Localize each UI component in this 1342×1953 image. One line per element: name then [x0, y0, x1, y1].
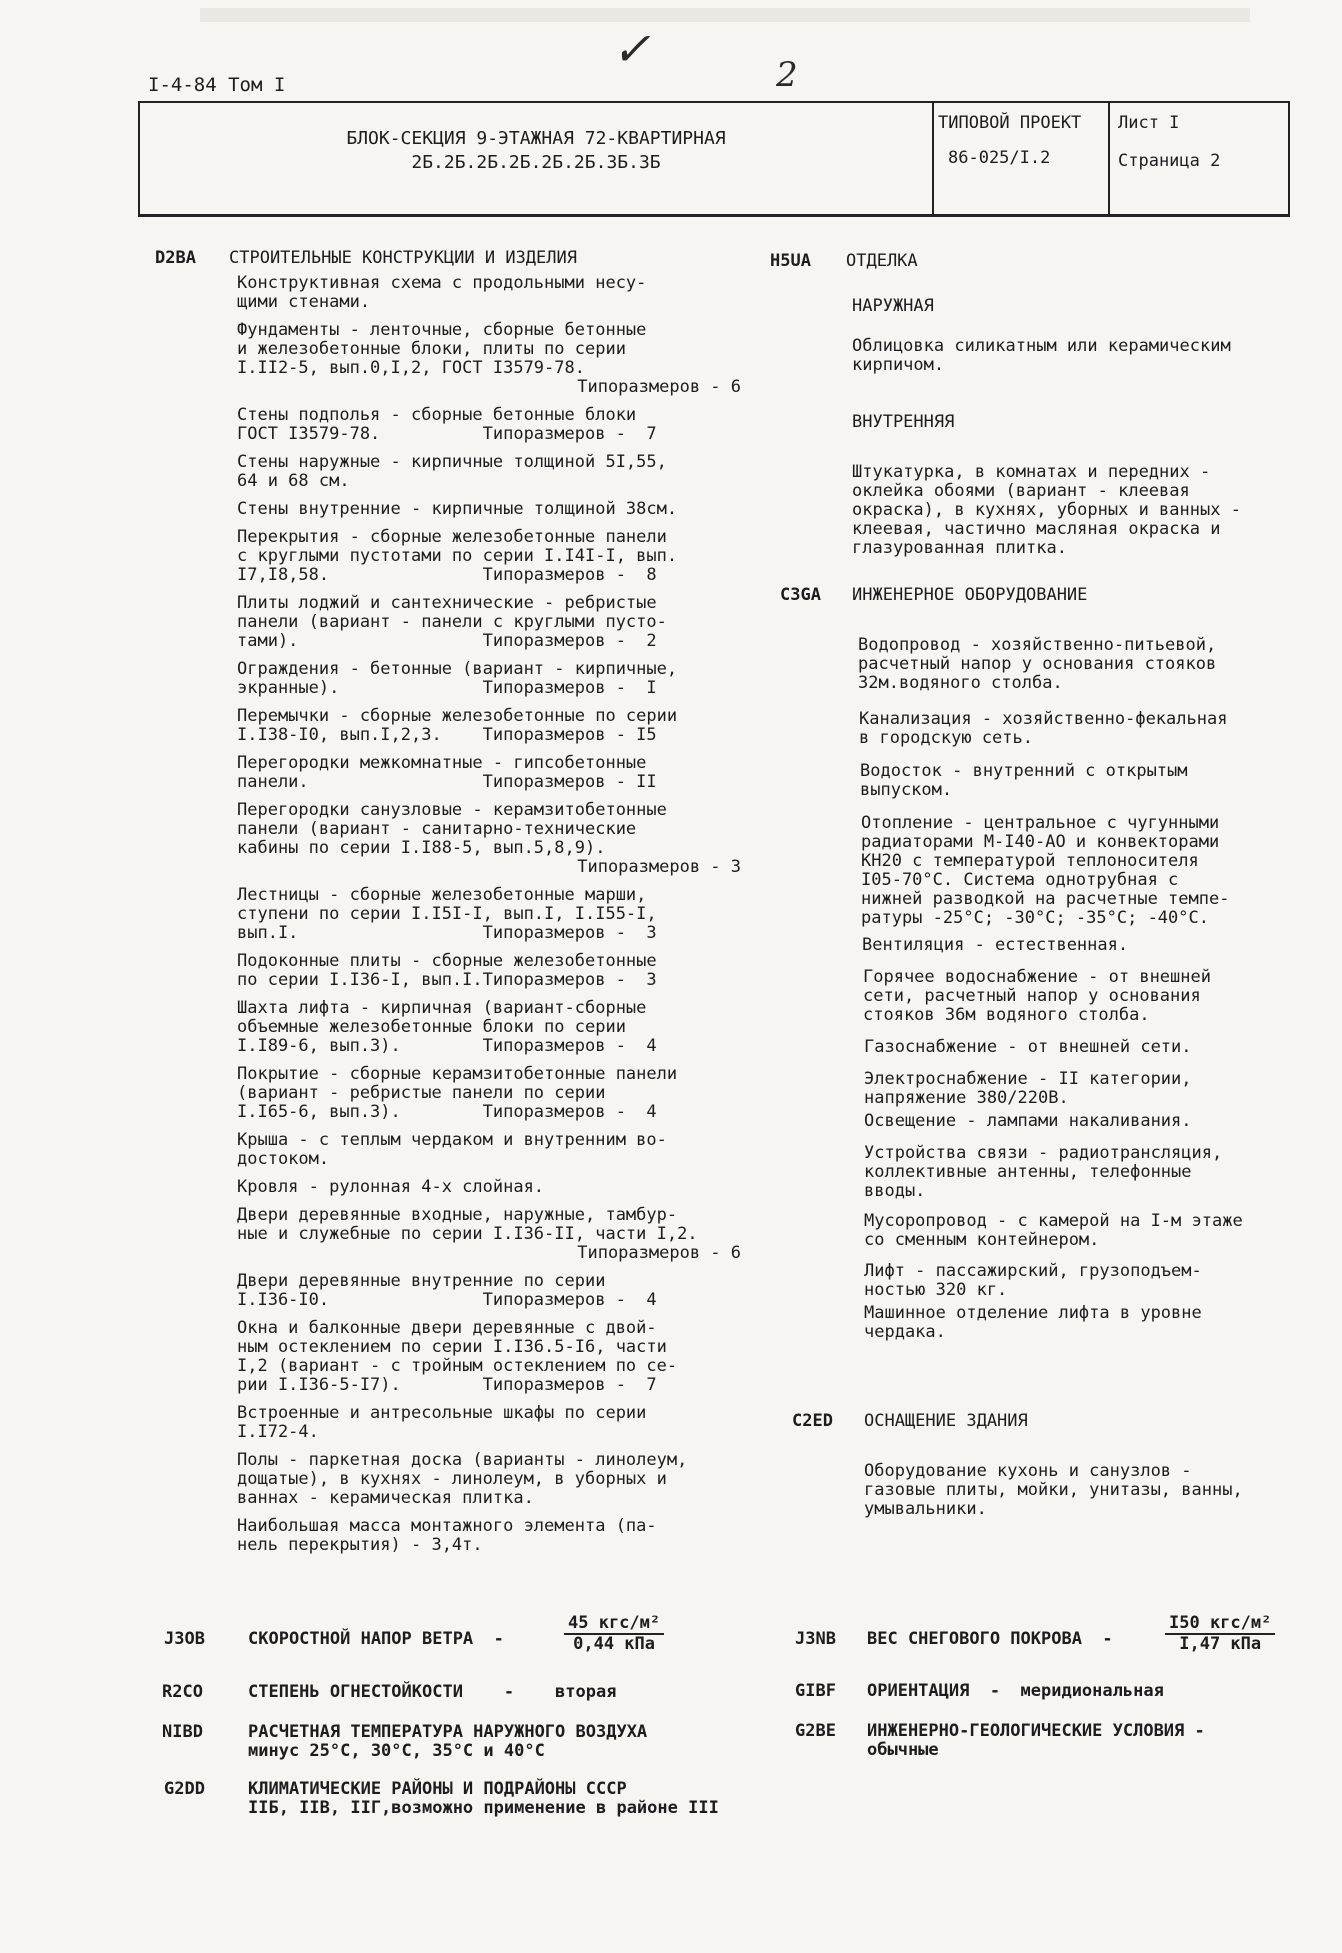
section-code: C3GA	[780, 585, 821, 605]
construction-item	[237, 321, 775, 397]
construction-item	[237, 1272, 775, 1310]
param-text: КЛИМАТИЧЕСКИЕ РАЙОНЫ И ПОДРАЙОНЫ СССР IIБ, IIВ, IIГ,возможно применение в районе III	[248, 1779, 719, 1818]
construction-item-text: Встроенные и антресольные шкафы по серии I.I72-4.	[237, 1403, 647, 1442]
construction-item-text: Стены наружные - кирпичные толщиной 5I,55, 64 и 68 см.	[237, 452, 667, 491]
section-title: ИНЖЕНЕРНОЕ ОБОРУДОВАНИЕ	[852, 585, 1088, 605]
section-code: D2BA	[155, 248, 196, 268]
construction-item	[237, 500, 775, 519]
engineering-item: Горячее водоснабжение - от внешней сети, расчетный напор у основания стояков 36м водяного столба.	[863, 967, 1211, 1025]
handwritten-page-number: 2	[776, 55, 798, 95]
param-label: ВЕС СНЕГОВОГО ПОКРОВА -	[867, 1629, 1113, 1649]
construction-item-text: Фундаменты - ленточные, сборные бетонные и железобетонные блоки, плиты по серии I.II2-5, вып.0,I,2, ГОСТ I3579-78.	[237, 320, 647, 378]
construction-item-text: Перекрытия - сборные железобетонные панели с круглыми пустотами по серии I.I4I-I, вып. I7,I8,58. Типоразмеров - 8	[237, 527, 678, 585]
construction-item	[237, 1178, 775, 1197]
construction-item	[237, 1065, 775, 1122]
construction-item-text: Стены внутренние - кирпичные толщиной 38см.	[237, 499, 678, 519]
engineering-item: Отопление - центральное с чугунными радиаторами М-I40-АО и конвекторами КН20 с температурой теплоносителя I05-70°С. Система однотрубная с нижней разводкой на расчетные темпе- ратуры -25°С; -30°С; -35°С; -40°С.	[861, 813, 1230, 928]
construction-item	[237, 952, 775, 990]
page-label: Страница 2	[1118, 151, 1221, 171]
engineering-item: Машинное отделение лифта в уровне чердака.	[864, 1303, 1202, 1342]
construction-item	[237, 660, 775, 698]
construction-item-text: Двери деревянные внутренние по серии I.I36-I0. Типоразмеров - 4	[237, 1271, 657, 1310]
construction-item-text: Наибольшая масса монтажного элемента (па- нель перекрытия) - 3,4т.	[237, 1516, 657, 1555]
construction-item-text: Ограждения - бетонные (вариант - кирпичные, экранные). Типоразмеров - I	[237, 659, 678, 698]
construction-item	[237, 406, 775, 444]
construction-item-text: Плиты лоджий и сантехнические - ребристые панели (вариант - панели с круглыми пусто- тами). Типоразмеров - 2	[237, 593, 667, 651]
param-code: GIBF	[795, 1681, 836, 1701]
param-code: J3NB	[795, 1629, 836, 1649]
construction-item-text: Конструктивная схема с продольными несу- щими стенами.	[237, 273, 647, 312]
fraction-denominator: I,47 кПа	[1179, 1634, 1262, 1654]
construction-item-text: Стены подполья - сборные бетонные блоки ГОСТ I3579-78. Типоразмеров - 7	[237, 405, 657, 444]
section-code: C2ED	[792, 1411, 833, 1431]
project-number: 86-025/I.2	[948, 148, 1051, 168]
subheading-interior: ВНУТРЕННЯЯ	[852, 412, 955, 432]
construction-item-text: Перемычки - сборные железобетонные по серии I.I38-I0, вып.I,2,3. Типоразмеров - I5	[237, 706, 678, 745]
section-engineering	[770, 586, 1087, 605]
param-fraction	[1165, 1614, 1275, 1654]
engineering-item: Вентиляция - естественная.	[862, 935, 1129, 955]
engineering-item: Электроснабжение - II категории, напряжение 380/220В.	[864, 1069, 1192, 1108]
construction-item	[237, 754, 775, 792]
document-id: I-4-84 Том I	[148, 74, 286, 96]
engineering-item: Канализация - хозяйственно-фекальная в городскую сеть.	[859, 709, 1228, 748]
title-block-project	[932, 103, 1110, 214]
title-line-1: БЛОК-СЕКЦИЯ 9-ЭТАЖНАЯ 72-КВАРТИРНАЯ	[346, 128, 726, 149]
project-label: ТИПОВОЙ ПРОЕКТ	[938, 113, 1082, 133]
param-text: СТЕПЕНЬ ОГНЕСТОЙКОСТИ - вторая	[248, 1682, 617, 1702]
construction-item	[237, 801, 775, 877]
engineering-item: Устройства связи - радиотрансляция, коллективные антенны, телефонные вводы.	[864, 1143, 1223, 1201]
construction-item-text: Подоконные плиты - сборные железобетонные по серии I.I36-I, вып.I.Типоразмеров - 3	[237, 951, 657, 990]
param-text: ОРИЕНТАЦИЯ - меридиональная	[867, 1681, 1164, 1701]
title-block	[138, 101, 1290, 217]
construction-item	[237, 886, 775, 943]
fraction-denominator: 0,44 кПа	[573, 1634, 655, 1654]
engineering-item: Водосток - внутренний с открытым выпуском.	[860, 761, 1188, 800]
text-equipment: Оборудование кухонь и санузлов - газовые плиты, мойки, унитазы, ванны, умывальники.	[864, 1461, 1243, 1519]
construction-item-text: Полы - паркетная доска (варианты - линолеум, дощатые), в кухнях - линолеум, в уборных и ваннах - керамическая плитка.	[237, 1450, 688, 1508]
param-code: J3OB	[164, 1629, 205, 1649]
param-code: G2BE	[795, 1721, 836, 1741]
section-construction	[155, 249, 775, 268]
fraction-numerator: 45 кгс/м²	[564, 1614, 664, 1635]
construction-item	[237, 594, 775, 651]
handwritten-check-mark: ✓	[612, 22, 651, 76]
construction-item-text: Кровля - рулонная 4-х слойная.	[237, 1177, 545, 1197]
construction-item	[237, 1451, 775, 1508]
section-equipment	[770, 1412, 1028, 1431]
construction-item	[237, 274, 775, 312]
title-block-main	[140, 127, 932, 175]
construction-item-text: Крыша - с теплым чердаком и внутренним во- достоком.	[237, 1130, 667, 1169]
sheet-label: Лист I	[1118, 113, 1180, 133]
fraction-numerator: I50 кгс/м²	[1165, 1614, 1275, 1635]
scan-noise	[0, 0, 1342, 60]
engineering-item: Газоснабжение - от внешней сети.	[864, 1037, 1192, 1057]
param-text: ИНЖЕНЕРНО-ГЕОЛОГИЧЕСКИЕ УСЛОВИЯ - обычные	[867, 1721, 1205, 1760]
param-label: СКОРОСТНОЙ НАПОР ВЕТРА -	[248, 1629, 504, 1649]
text-exterior: Облицовка силикатным или керамическим кирпичом.	[852, 336, 1231, 375]
param-code: G2DD	[164, 1779, 205, 1799]
construction-item	[237, 999, 775, 1056]
construction-item	[237, 1517, 775, 1555]
text-interior: Штукатурка, в комнатах и передних - оклейка обоями (вариант - клеевая окраска), в кухнях, уборных и ванных - клеевая, частично масляная окраска и глазурованная плитка.	[852, 462, 1241, 558]
title-line-2: 2Б.2Б.2Б.2Б.2Б.2Б.3Б.3Б	[411, 152, 661, 173]
title-block-sheet	[1108, 103, 1288, 214]
param-text: РАСЧЕТНАЯ ТЕМПЕРАТУРА НАРУЖНОГО ВОЗДУХА минус 25°С, 30°С, 35°С и 40°С	[248, 1722, 648, 1761]
construction-items	[155, 274, 775, 1555]
construction-item-text: Окна и балконные двери деревянные с двой- ным остеклением по серии I.I36.5-I6, части I,2 (вариант - с тройным остеклением по се- рии I.I36-5-I7). Типоразмеров - 7	[237, 1318, 678, 1395]
construction-item-text: Шахта лифта - кирпичная (вариант-сборные объемные железобетонные блоки по серии I.I89-6, вып.3). Типоразмеров - 4	[237, 998, 657, 1056]
param-code: R2CO	[162, 1682, 203, 1702]
construction-item-text: Лестницы - сборные железобетонные марши, ступени по серии I.I5I-I, вып.I, I.I55-I, вып.I. Типоразмеров - 3	[237, 885, 657, 943]
construction-item	[237, 1319, 775, 1395]
construction-item-typesizes: Типоразмеров - 3	[577, 857, 741, 877]
section-title: СТРОИТЕЛЬНЫЕ КОНСТРУКЦИИ И ИЗДЕЛИЯ	[229, 248, 577, 268]
section-title: ОТДЕЛКА	[846, 251, 918, 271]
subheading-exterior: НАРУЖНАЯ	[852, 296, 934, 316]
construction-item	[237, 1131, 775, 1169]
construction-item	[237, 707, 775, 745]
construction-item-text: Перегородки санузловые - керамзитобетонные панели (вариант - санитарно-технические кабины по серии I.I88-5, вып.5,8,9).	[237, 800, 667, 858]
param-fraction	[564, 1614, 664, 1654]
construction-item-text: Покрытие - сборные керамзитобетонные панели (вариант - ребристые панели по серии I.I65-6, вып.3). Типоразмеров - 4	[237, 1064, 678, 1122]
param-code: NIBD	[162, 1722, 203, 1742]
section-finishing	[770, 252, 918, 271]
section-title: ОСНАЩЕНИЕ ЗДАНИЯ	[864, 1411, 1028, 1431]
engineering-item: Мусоропровод - с камерой на I-м этаже со сменным контейнером.	[864, 1211, 1243, 1250]
construction-item	[237, 1404, 775, 1442]
construction-item-typesizes: Типоразмеров - 6	[577, 377, 741, 397]
section-code: H5UA	[770, 251, 811, 271]
construction-item-text: Двери деревянные входные, наружные, тамбур- ные и служебные по серии I.I36-II, части I,2.	[237, 1205, 698, 1244]
construction-item	[237, 528, 775, 585]
engineering-item: Лифт - пассажирский, грузоподъем- ностью 320 кг.	[864, 1261, 1202, 1300]
construction-item-typesizes: Типоразмеров - 6	[577, 1243, 741, 1263]
construction-item-text: Перегородки межкомнатные - гипсобетонные панели. Типоразмеров - II	[237, 753, 657, 792]
construction-item	[237, 1206, 775, 1263]
left-column	[155, 249, 775, 1564]
engineering-item: Водопровод - хозяйственно-питьевой, расчетный напор у основания стояков 32м.водяного столба.	[858, 635, 1217, 693]
engineering-item: Освещение - лампами накаливания.	[864, 1111, 1192, 1131]
construction-item	[237, 453, 775, 491]
